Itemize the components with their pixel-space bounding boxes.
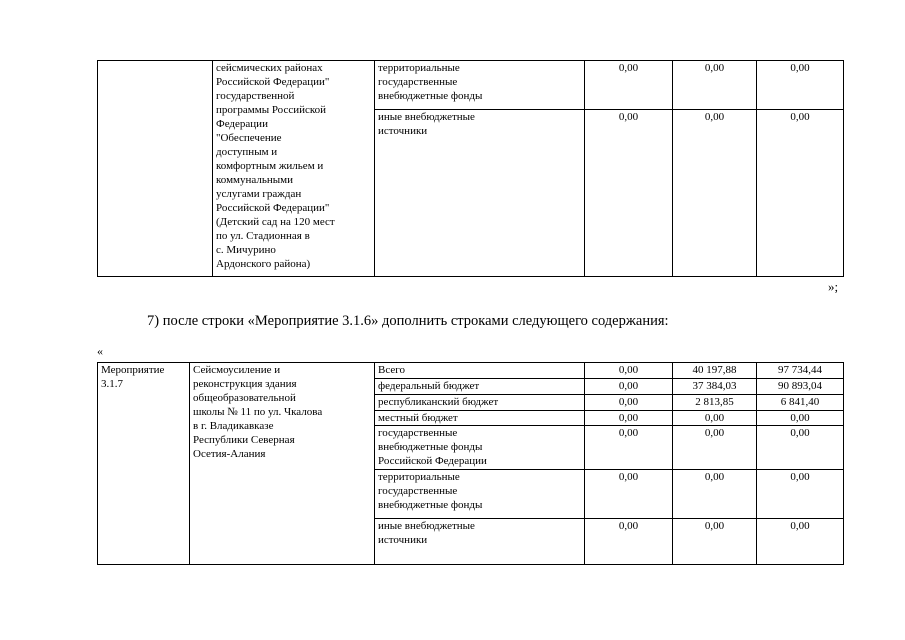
amendment-paragraph: 7) после строки «Мероприятие 3.1.6» дополнить строками следующего содержания: xyxy=(147,313,669,329)
table-row xyxy=(98,363,844,379)
table-row xyxy=(98,61,844,110)
value-cell: 0,00 xyxy=(585,395,673,411)
value-cell: 0,00 xyxy=(757,426,844,470)
value-cell: 0,00 xyxy=(673,519,757,565)
value-cell: 0,00 xyxy=(757,470,844,519)
value-cell: 37 384,03 xyxy=(673,379,757,395)
value-cell: 0,00 xyxy=(757,411,844,426)
measure-code-cell: Мероприятие 3.1.7 xyxy=(98,363,190,565)
funding-source-cell: территориальные государственные внебюджетные фонды xyxy=(375,470,585,519)
funding-source-cell: республиканский бюджет xyxy=(375,395,585,411)
measure-name-cell: Сейсмоусиление и реконструкция здания общеобразовательной школы № 11 по ул. Чкалова в г. Владикавказе Республики Северная Осетия-Алания xyxy=(190,363,375,565)
funding-source-cell: иные внебюджетные источники xyxy=(375,110,585,277)
value-cell: 0,00 xyxy=(585,61,673,110)
value-cell: 0,00 xyxy=(585,110,673,277)
value-cell: 0,00 xyxy=(673,426,757,470)
value-cell: 0,00 xyxy=(757,519,844,565)
value-cell: 2 813,85 xyxy=(673,395,757,411)
value-cell: 0,00 xyxy=(673,470,757,519)
value-cell: 0,00 xyxy=(585,411,673,426)
value-cell: 40 197,88 xyxy=(673,363,757,379)
funding-source-cell: территориальные государственные внебюджетные фонды xyxy=(375,61,585,110)
funding-source-cell: федеральный бюджет xyxy=(375,379,585,395)
value-cell: 97 734,44 xyxy=(757,363,844,379)
value-cell: 0,00 xyxy=(585,519,673,565)
funding-source-cell: иные внебюджетные источники xyxy=(375,519,585,565)
value-cell: 6 841,40 xyxy=(757,395,844,411)
value-cell: 0,00 xyxy=(757,61,844,110)
value-cell: 0,00 xyxy=(585,379,673,395)
funding-source-cell: Всего xyxy=(375,363,585,379)
measure-description-cell: сейсмических районах Российской Федерации" государственной программы Российской Федерации "Обеспечение доступным и комфортным жильем и коммунальными услугами граждан Российской Федерации" (Детский сад на 120 мест по ул. Стадионная в с. Мичурино Ардонского района) xyxy=(213,61,375,277)
value-cell: 0,00 xyxy=(757,110,844,277)
empty-code-cell xyxy=(98,61,213,277)
value-cell: 0,00 xyxy=(585,470,673,519)
value-cell: 0,00 xyxy=(585,426,673,470)
funding-source-cell: местный бюджет xyxy=(375,411,585,426)
value-cell: 0,00 xyxy=(673,61,757,110)
funding-table-measure-3-1-7 xyxy=(97,362,844,565)
funding-table-continued xyxy=(97,60,844,277)
opening-quote: « xyxy=(97,344,103,358)
value-cell: 0,00 xyxy=(585,363,673,379)
value-cell: 0,00 xyxy=(673,110,757,277)
closing-quote: »; xyxy=(828,279,839,294)
funding-source-cell: государственные внебюджетные фонды Российской Федерации xyxy=(375,426,585,470)
value-cell: 0,00 xyxy=(673,411,757,426)
value-cell: 90 893,04 xyxy=(757,379,844,395)
